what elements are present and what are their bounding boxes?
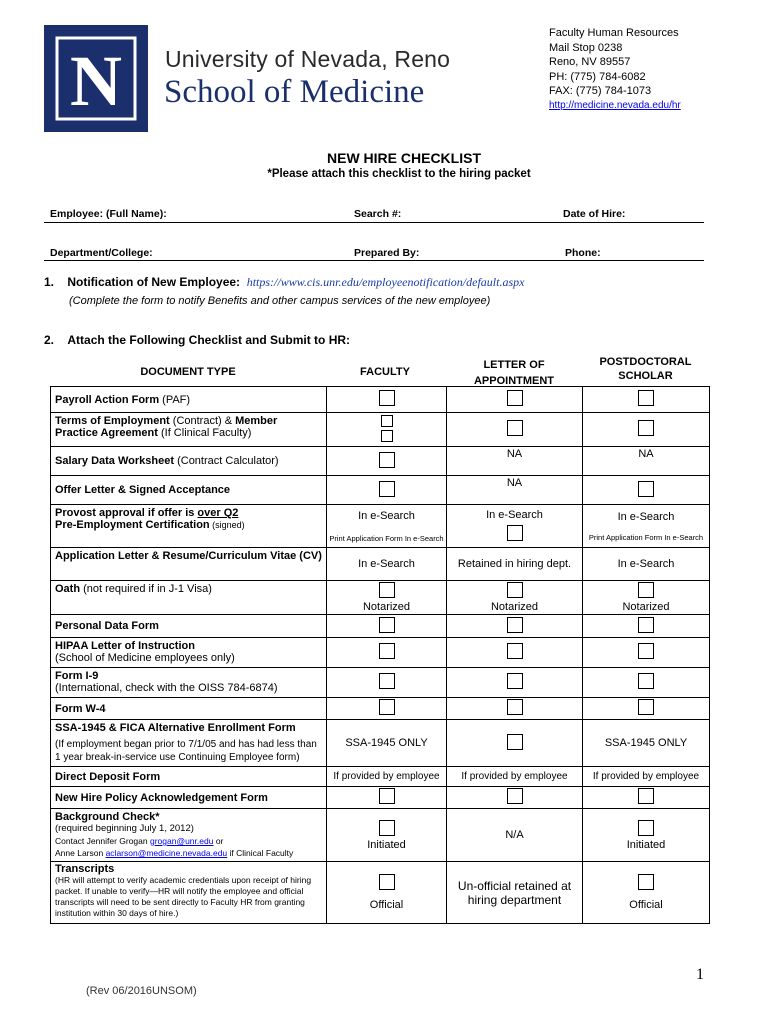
- checkbox[interactable]: [638, 481, 654, 497]
- faculty-cell: [327, 698, 447, 720]
- table-row: [51, 698, 710, 720]
- postdoc-cell: [583, 581, 710, 615]
- section-2-heading: [44, 333, 350, 347]
- checkbox[interactable]: [507, 734, 523, 750]
- checkbox[interactable]: [379, 390, 395, 406]
- prepared-by-label: Prepared By:: [354, 247, 420, 259]
- hr-mail-stop: Mail Stop 0238: [549, 41, 623, 54]
- faculty-cell: [327, 615, 447, 638]
- faculty-cell: [327, 447, 447, 476]
- revision-note: (Rev 06/2016UNSOM): [86, 985, 197, 997]
- row-label: [51, 615, 327, 638]
- row-label: [51, 767, 327, 787]
- logo-letter: N: [70, 41, 122, 121]
- postdoc-cell: [583, 615, 710, 638]
- letter-cell: N/A: [447, 809, 583, 862]
- table-row: [51, 615, 710, 638]
- checkbox[interactable]: [507, 673, 523, 689]
- postdoc-cell: [583, 476, 710, 505]
- checkbox[interactable]: [638, 582, 654, 598]
- letter-cell: NA: [447, 476, 583, 505]
- cell-text: In e-Search: [486, 508, 543, 521]
- checkbox[interactable]: [638, 673, 654, 689]
- row-label-bold: HIPAA Letter of Instruction: [55, 640, 195, 652]
- cell-text: In e-Search: [358, 509, 415, 522]
- row-label: [51, 809, 327, 862]
- row-label-bold: Direct Deposit Form: [55, 770, 161, 783]
- checkbox[interactable]: [379, 481, 395, 497]
- row-label-bold: Form W-4: [55, 702, 106, 715]
- row-label: [51, 387, 327, 413]
- postdoc-cell: NA: [583, 447, 710, 476]
- postdoc-cell: [583, 698, 710, 720]
- col-header-document-type: DOCUMENT TYPE: [140, 366, 236, 378]
- col-header-line: APPOINTMENT: [473, 375, 555, 387]
- checkbox[interactable]: [379, 673, 395, 689]
- section-number: 2.: [44, 333, 55, 347]
- employee-notification-link[interactable]: https://www.cis.unr.edu/employeenotification/default.aspx: [246, 275, 525, 289]
- hr-contact-block: [549, 26, 681, 113]
- row-label-bold: Member: [235, 415, 278, 427]
- checkbox[interactable]: [638, 874, 654, 890]
- letter-cell: Retained in hiring dept.: [447, 548, 583, 581]
- checkbox[interactable]: [507, 390, 523, 406]
- checkbox[interactable]: [638, 390, 654, 406]
- table-row: [51, 638, 710, 668]
- faculty-cell: SSA-1945 ONLY: [327, 720, 447, 767]
- postdoc-cell: [583, 505, 710, 548]
- letter-cell: [447, 638, 583, 668]
- col-header-line: LETTER OF: [483, 359, 545, 371]
- date-of-hire-label: Date of Hire:: [563, 208, 626, 220]
- col-header-letter-of-appointment: [446, 357, 582, 389]
- cell-text: Initiated: [626, 838, 666, 851]
- col-header-faculty: FACULTY: [360, 366, 410, 378]
- row-label-bold: Pre-Employment Certification: [55, 519, 210, 531]
- department-label: Department/College:: [50, 247, 153, 259]
- row-label: [51, 476, 327, 505]
- checkbox[interactable]: [638, 420, 654, 436]
- cell-text: Un-official retained at: [457, 878, 572, 893]
- faculty-cell: [327, 581, 447, 615]
- row-label: [51, 548, 327, 581]
- university-name: University of Nevada, Reno: [165, 46, 451, 72]
- table-row: [51, 862, 710, 924]
- postdoc-cell: [583, 413, 710, 447]
- col-header-line: POSTDOCTORAL: [599, 356, 692, 368]
- hr-dept: Faculty Human Resources: [549, 27, 679, 39]
- cell-text: Notarized: [362, 601, 411, 613]
- row-label-note: (International, check with the OISS 784-6874): [55, 682, 278, 694]
- checkbox[interactable]: [379, 874, 395, 890]
- row-label-bold: SSA-1945 & FICA Alternative Enrollment Form: [55, 722, 296, 734]
- row-label-bold: Provost approval if offer is: [55, 507, 198, 519]
- col-header-line: SCHOLAR: [618, 370, 673, 382]
- checkbox[interactable]: [638, 643, 654, 659]
- hr-phone: PH: (775) 784-6082: [549, 70, 646, 83]
- row-label-note: or: [213, 836, 224, 846]
- section-title: Notification of New Employee:: [67, 275, 241, 289]
- phone-label: Phone:: [565, 247, 601, 259]
- field-line: [44, 260, 704, 261]
- row-label-note: if Clinical Faculty: [227, 848, 294, 858]
- table-row: [51, 447, 710, 476]
- cell-text: Official: [629, 899, 663, 911]
- faculty-cell: In e-Search: [327, 548, 447, 581]
- postdoc-cell: If provided by employee: [583, 767, 710, 787]
- faculty-cell: [327, 787, 447, 809]
- table-row: [51, 387, 710, 413]
- faculty-cell: If provided by employee: [327, 767, 447, 787]
- letter-cell: [447, 862, 583, 924]
- row-label-note: (Contract Calculator): [174, 455, 279, 467]
- postdoc-cell: SSA-1945 ONLY: [583, 720, 710, 767]
- faculty-cell: [327, 809, 447, 862]
- row-label-bold: New Hire Policy Acknowledgement Form: [55, 791, 268, 804]
- section-title: Attach the Following Checklist and Submit to HR:: [67, 333, 351, 347]
- section-1-heading: [44, 275, 524, 290]
- hr-url-link[interactable]: http://medicine.nevada.edu/hr: [549, 99, 681, 111]
- col-header-postdoctoral-scholar: [582, 355, 709, 383]
- faculty-cell: [327, 862, 447, 924]
- row-label: [51, 787, 327, 809]
- row-label-bold: Personal Data Form: [55, 620, 159, 632]
- checkbox[interactable]: [381, 415, 393, 427]
- row-label-note: (If Clinical Faculty): [157, 427, 252, 439]
- letter-cell: [447, 787, 583, 809]
- email-link[interactable]: aclarson@medicine.nevada.edu: [105, 848, 228, 858]
- row-label-bold: Terms of Employment: [55, 415, 170, 427]
- employee-name-label: Employee: (Full Name):: [50, 208, 167, 220]
- field-line: [44, 222, 704, 223]
- row-label-underline: over Q2: [197, 507, 239, 519]
- checkbox[interactable]: [507, 617, 523, 633]
- checkbox[interactable]: [507, 525, 523, 541]
- checkbox[interactable]: [379, 788, 395, 804]
- checkbox[interactable]: [638, 820, 654, 836]
- hr-city: Reno, NV 89557: [549, 56, 631, 68]
- checkbox[interactable]: [381, 430, 393, 442]
- table-row: [51, 413, 710, 447]
- table-row: [51, 505, 710, 548]
- university-logo: [44, 25, 148, 132]
- letter-cell: [447, 720, 583, 767]
- table-row: [51, 548, 710, 581]
- page-number: 1: [696, 966, 704, 983]
- page-title: NEW HIRE CHECKLIST: [327, 150, 481, 166]
- row-label: [51, 720, 327, 767]
- row-label: [51, 698, 327, 720]
- row-label-bold: Oath: [55, 583, 81, 595]
- email-link[interactable]: grogan@unr.edu: [149, 836, 214, 846]
- table-row: [51, 668, 710, 698]
- checkbox[interactable]: [507, 582, 523, 598]
- cell-text: Print Application Form In e-Search: [329, 533, 444, 543]
- section-number: 1.: [44, 275, 55, 289]
- checkbox[interactable]: [379, 617, 395, 633]
- row-label-note: (not required if in J-1 Visa): [80, 583, 212, 595]
- row-label-bold: Offer Letter & Signed Acceptance: [55, 484, 231, 496]
- letter-cell: [447, 615, 583, 638]
- checkbox[interactable]: [379, 452, 395, 468]
- row-label-note: (signed): [209, 520, 245, 530]
- letter-cell: [447, 387, 583, 413]
- postdoc-cell: In e-Search: [583, 548, 710, 581]
- row-label: [51, 447, 327, 476]
- faculty-cell: [327, 387, 447, 413]
- checkbox[interactable]: [379, 643, 395, 659]
- cell-text: Initiated: [367, 838, 406, 851]
- letter-cell: [447, 505, 583, 548]
- letter-cell: [447, 413, 583, 447]
- cell-text: Notarized: [490, 601, 539, 613]
- row-label-note: Contact Jennifer Grogan: [55, 836, 150, 846]
- postdoc-cell: [583, 638, 710, 668]
- faculty-cell: [327, 638, 447, 668]
- table-row: [51, 809, 710, 862]
- row-label-bold: Background Check*: [55, 811, 160, 823]
- faculty-cell: [327, 413, 447, 447]
- row-label-note: (School of Medicine employees only): [55, 652, 235, 664]
- cell-text: hiring department: [467, 892, 562, 907]
- row-label-note: (required beginning July 1, 2012): [55, 823, 194, 834]
- row-label-note: (Contract) &: [169, 415, 236, 427]
- checkbox[interactable]: [507, 788, 523, 804]
- checkbox[interactable]: [507, 699, 523, 715]
- row-label: [51, 413, 327, 447]
- row-label-bold: Application Letter & Resume/Curriculum Vitae (CV): [55, 550, 322, 562]
- letter-cell: [447, 698, 583, 720]
- checkbox[interactable]: [507, 420, 523, 436]
- cell-text: In e-Search: [617, 510, 675, 523]
- search-number-label: Search #:: [354, 208, 402, 220]
- row-label: [51, 581, 327, 615]
- faculty-cell: [327, 505, 447, 548]
- table-row: [51, 787, 710, 809]
- row-label: [51, 668, 327, 698]
- postdoc-cell: [583, 668, 710, 698]
- checkbox[interactable]: [507, 643, 523, 659]
- hr-fax: FAX: (775) 784-1073: [549, 85, 652, 97]
- checklist-table: [50, 386, 710, 924]
- faculty-cell: [327, 668, 447, 698]
- row-label-bold: Practice Agreement: [55, 427, 158, 439]
- school-name: School of Medicine: [164, 74, 425, 110]
- postdoc-cell: [583, 809, 710, 862]
- row-label: [51, 862, 327, 924]
- checkbox[interactable]: [379, 699, 395, 715]
- table-row: [51, 581, 710, 615]
- letter-cell: NA: [447, 447, 583, 476]
- faculty-cell: [327, 476, 447, 505]
- letter-cell: If provided by employee: [447, 767, 583, 787]
- row-label-bold: Transcripts: [55, 863, 115, 875]
- checkbox[interactable]: [638, 617, 654, 633]
- row-label-note: (HR will attempt to verify academic credentials upon receipt of hiring packet. If unable to verify—HR will notify the employee and official transcripts will need to be sent directly to Faculty HR from granting institution within 30 days of hire.): [55, 875, 312, 918]
- checkbox[interactable]: [638, 788, 654, 804]
- row-label-note: Anne Larson: [55, 848, 106, 858]
- row-label-bold: Salary Data Worksheet: [55, 455, 175, 467]
- checkbox[interactable]: [379, 582, 395, 598]
- page-subtitle: *Please attach this checklist to the hiring packet: [267, 168, 531, 180]
- postdoc-cell: [583, 787, 710, 809]
- checkbox[interactable]: [379, 820, 395, 836]
- row-label-note: (If employment began prior to 7/1/05 and has had less than 1 year break-in-service use Continuing Employee form): [55, 739, 317, 763]
- table-row: [51, 476, 710, 505]
- cell-text: Official: [369, 899, 404, 911]
- row-label-bold: Payroll Action Form: [55, 393, 160, 406]
- row-label-bold: Form I-9: [55, 670, 99, 682]
- cell-text: Print Application Form In e-Search: [588, 532, 704, 542]
- letter-cell: [447, 581, 583, 615]
- cell-text: Notarized: [622, 601, 670, 613]
- table-row: [51, 767, 710, 787]
- letter-cell: [447, 668, 583, 698]
- postdoc-cell: [583, 862, 710, 924]
- checkbox[interactable]: [638, 699, 654, 715]
- row-label: [51, 505, 327, 548]
- row-label: [51, 638, 327, 668]
- section-1-note: (Complete the form to notify Benefits and other campus services of the new employee): [69, 295, 491, 307]
- table-row: [51, 720, 710, 767]
- row-label-note: (PAF): [159, 393, 191, 406]
- postdoc-cell: [583, 387, 710, 413]
